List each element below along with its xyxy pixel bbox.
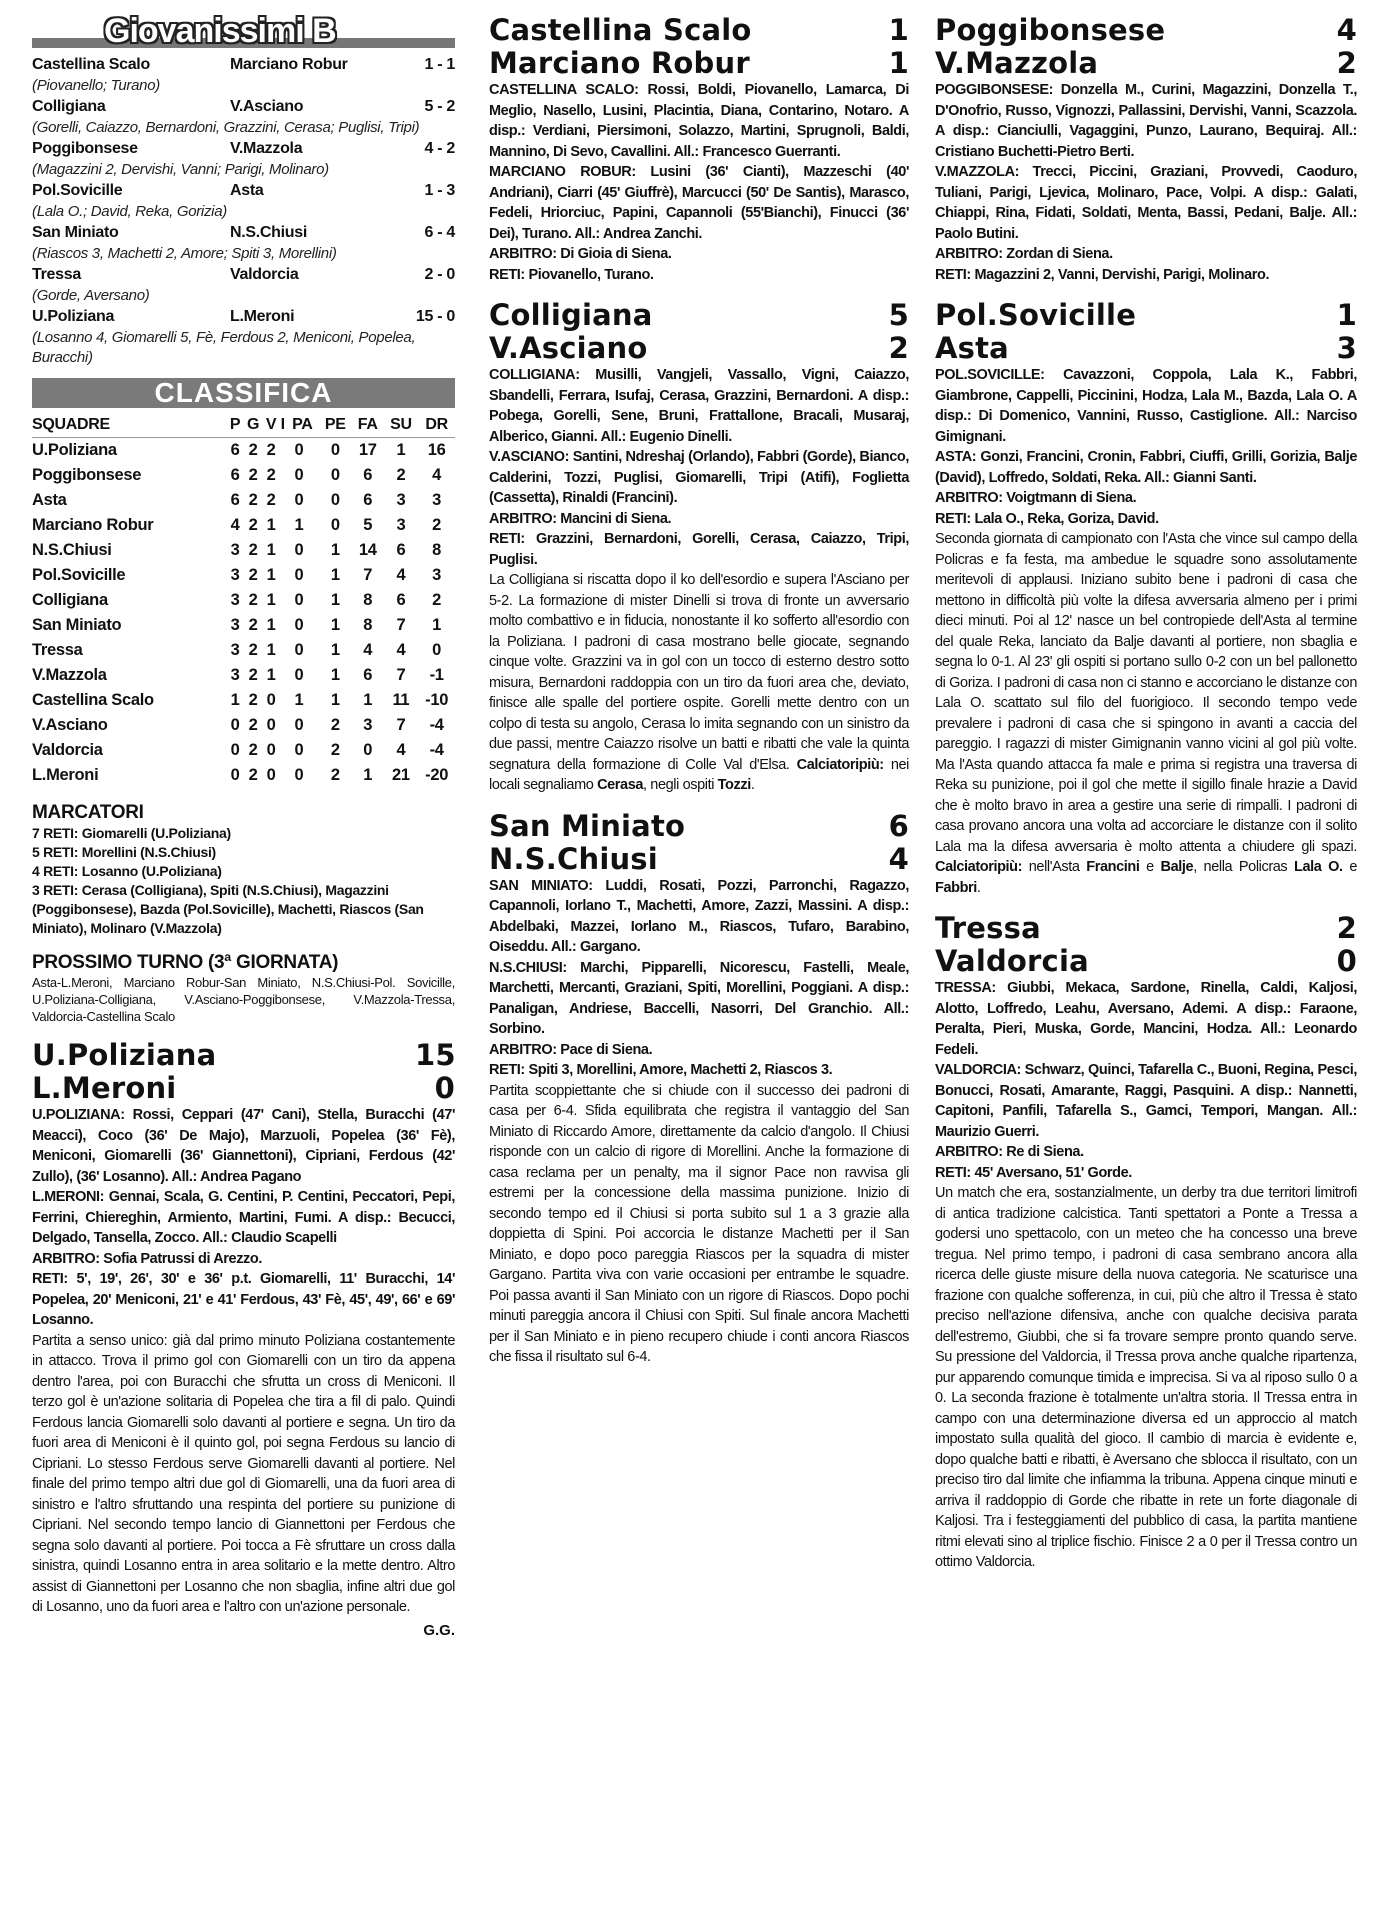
classifica-cell: 2 xyxy=(248,516,258,534)
result-scorers: (Piovanello; Turano) xyxy=(32,77,160,94)
classifica-cell: 2 xyxy=(266,491,276,509)
classifica-cell: 1 xyxy=(266,516,276,534)
classifica-cell: 21 xyxy=(392,766,410,784)
classifica-row xyxy=(32,563,455,588)
classifica-table xyxy=(32,412,455,788)
section-title-text: Giovanissimi B xyxy=(104,12,336,50)
classifica-cell: Valdorcia xyxy=(32,741,103,759)
classifica-cell: -10 xyxy=(425,691,449,709)
result-home: U.Poliziana xyxy=(32,308,115,325)
info-line: ARBITRO: Voigtmann di Siena. xyxy=(935,490,1137,506)
classifica-cell: 2 xyxy=(248,441,258,459)
result-score: 15 - 0 xyxy=(415,308,455,325)
classifica-row xyxy=(32,588,455,613)
info-line: ARBITRO: Zordan di Siena. xyxy=(935,246,1113,262)
match-away: N.S.Chiusi 4 xyxy=(489,841,909,876)
result-away: V.Mazzola xyxy=(230,140,303,157)
classifica-cell: 2 xyxy=(248,466,258,484)
result-away: Valdorcia xyxy=(230,266,299,283)
result-row xyxy=(32,138,455,160)
classifica-cell: 1 xyxy=(432,616,442,634)
classifica-cell: 1 xyxy=(330,616,340,634)
classifica-cell: 0 xyxy=(294,466,304,484)
match-story: La Colligiana si riscatta dopo il ko dell'esordio e supera l'Asciano per 5-2. La formazione di mister Dinelli si trova di fronte un avversario molto combattivo e in fiducia, nonostante il ko sofferto all'esordio con la Poliziana. I padroni di casa mostrano belle giocate, segnando cinque volte. Grazzini va in gol con un tocco di esterno destro sotto misura, Bernardoni raddoppia con un tiro da fuori area che, deviato, finisce alle spalle del portiere ospite. Gorelli mette dentro con un colpo di testa su angolo, Cerasa lo imita segnando con un sinistro da due passi, mentre Caiazzo risolve un batti e ribatti che vale la quinta segnatura della formazione di Colle Val d'Elsa. Calciatoripiù: nei locali segnaliamo Cerasa, negli ospiti Tozzi. xyxy=(489,572,909,793)
result-scorers: (Riascos 3, Machetti 2, Amore; Spiti 3, Morellini) xyxy=(32,245,337,262)
classifica-cell: 3 xyxy=(363,716,373,734)
classifica-cell: 8 xyxy=(432,541,442,559)
classifica-cell: 4 xyxy=(396,741,406,759)
classifica-cell: 1 xyxy=(266,591,276,609)
classifica-cell: 1 xyxy=(294,516,304,534)
match-story: Seconda giornata di campionato con l'Asta che vince sul campo della Policras e fa festa, ma ambedue le squadre sono assolutamente meritevoli di applausi. Iniziano subito bene i padroni di casa che mettono in difficoltà più volte la difesa avversaria almeno per i primi dieci minuti. Poi al 12' nasce un bel contropiede dell'Asta al termine del quale Reka, lanciato da Balje davanti al portiere, non sbaglia e segna lo 0-1. Al 23' gli ospiti si portano sullo 0-2 con un bel pallonetto di Goriza. I padroni di casa non ci stanno e accorciano le distanze con Lala O. scattato sul filo del fuorigioco. Il secondo tempo vede prevalere i padroni di casa che si spingono in avanti a caccia del pareggio. I ragazzi di mister Gimignanin vanno vicini al gol più volte. Ma l'Asta quando attacca fa male e prima si registra una traversa di Reka su punizione, poi il gol che mette il sigillo finale hrazie a David che è molto bravo in area a gestire una serie di rimpalli. I padroni di casa provano ancora una volta ad accorciare le distanze con il solito Lala ma la difesa avversaria è molto attenta a chiudere gli spazi. Calciatoripiù: nell'Asta Francini e Balje, nella Policras Lala O. e Fabbri. xyxy=(935,531,1358,896)
classifica-cell: 6 xyxy=(230,466,240,484)
result-row xyxy=(32,96,455,118)
classifica-cell: 4 xyxy=(396,566,406,584)
classifica-title: CLASSIFICA xyxy=(32,378,455,408)
match-home: Pol.Sovicille 1 xyxy=(935,298,1357,332)
info-line: N.S.CHIUSI: Marchi, Pipparelli, Nicorescu, Fastelli, Meale, Marchetti, Mercanti, Graziani, Spiti, Morellini, Poggiani. A disp.: Panaligan, Andriese, Baccelli, Nasorri, Del Granchio. All.: Sorbino. xyxy=(489,959,909,1037)
marcatori-line: 4 RETI: Losanno (U.Poliziana) xyxy=(32,863,222,879)
match-colligiana xyxy=(489,299,909,796)
classifica-cell: San Miniato xyxy=(32,616,122,634)
classifica-cell: 2 xyxy=(396,466,406,484)
info-line: RETI: Grazzini, Bernardoni, Gorelli, Cerasa, Caiazzo, Tripi, Puglisi. xyxy=(489,531,909,568)
classifica-cell: 1 xyxy=(294,691,304,709)
result-score: 2 - 0 xyxy=(424,266,455,283)
classifica-cell: 1 xyxy=(230,691,240,709)
classifica-cell: 3 xyxy=(230,541,240,559)
result-scorers: (Losanno 4, Giomarelli 5, Fè, Ferdous 2, Meniconi, Popelea, Buracchi) xyxy=(32,329,416,366)
author-signature: G.G. xyxy=(423,1621,455,1639)
classifica-header-cell: G xyxy=(246,415,260,433)
classifica-cell: 0 xyxy=(230,766,240,784)
classifica-cell: 0 xyxy=(294,591,304,609)
column-right xyxy=(935,14,1357,1587)
classifica-cell: 7 xyxy=(396,666,406,684)
match-info xyxy=(32,1105,455,1331)
info-line: POGGIBONSESE: Donzella M., Curini, Magazzini, Donzella T., D'Onofrio, Russo, Vignozzi, Pallassini, Dervishi, Vanni, Scazzola. A disp.: Cianciulli, Vagaggini, Punzo, Laurano, Bequiraj. All.: Cristiano Buchetti-Pietro Berti. xyxy=(935,82,1357,160)
result-row xyxy=(32,264,455,286)
classifica-cell: 0 xyxy=(330,466,340,484)
result-score: 5 - 2 xyxy=(424,98,455,115)
classifica-cell: 17 xyxy=(358,441,377,459)
classifica-cell: 5 xyxy=(363,516,373,534)
classifica-row xyxy=(32,663,455,688)
result-away: Asta xyxy=(230,182,264,199)
classifica-cell: 0 xyxy=(294,616,304,634)
match-info xyxy=(935,365,1357,529)
result-home: San Miniato xyxy=(32,224,119,241)
classifica-cell: 0 xyxy=(294,766,304,784)
classifica-cell: Poggibonsese xyxy=(32,466,142,484)
column-left xyxy=(32,14,455,1653)
info-line: RETI: Lala O., Reka, Goriza, David. xyxy=(935,510,1159,527)
match-home: U.Poliziana 15 xyxy=(32,1038,456,1072)
classifica-header-cell: PA xyxy=(292,415,313,433)
classifica-cell: 1 xyxy=(330,641,340,659)
classifica-cell: 0 xyxy=(330,491,340,509)
classifica-cell: 2 xyxy=(330,766,340,784)
classifica-cell: 2 xyxy=(248,591,258,609)
classifica-cell: 3 xyxy=(432,491,442,509)
match-info xyxy=(489,80,909,285)
classifica-cell: 14 xyxy=(358,541,377,559)
info-line: MARCIANO ROBUR: Lusini (36' Cianti), Mazzeschi (40' Andriani), Ciarri (45' Giuffrè), Marcucci (50' De Santis), Marasco, Fedeli, Hriorciuc, Papini, Capannoli (55'Bianchi), Finucci (36' Dei), Turano. All.: Andrea Zanchi. xyxy=(489,164,909,242)
classifica-body xyxy=(32,438,455,789)
info-line: POL.SOVICILLE: Cavazzoni, Coppola, Lala K., Fabbri, Giambrone, Cappelli, Piccinini, Hodza, Lala M., Bazda, Lala O. A disp.: Di Domenico, Vannini, Russo, Castiglione. All.: Narciso Gimignani. xyxy=(935,367,1357,445)
info-line: ASTA: Gonzi, Francini, Cronin, Fabbri, Ciuffi, Grilli, Gorizia, Balje (David), Loffredo, Soldati, Reka. All.: Gianni Santi. xyxy=(935,449,1357,486)
result-away: V.Asciano xyxy=(230,98,304,115)
classifica-header-cell: I xyxy=(280,415,285,433)
classifica-cell: 6 xyxy=(363,491,373,509)
classifica-cell: 0 xyxy=(294,641,304,659)
classifica-cell: 1 xyxy=(266,616,276,634)
result-row xyxy=(32,222,455,244)
classifica-cell: -4 xyxy=(429,741,444,759)
info-line: CASTELLINA SCALO: Rossi, Boldi, Piovanello, Lamarca, Di Meglio, Nasello, Lusini, Placintia, Diana, Contarino, Notaro. A disp.: Verdiani, Piersimoni, Solazzo, Martini, Sprugnoli, Baldi, Mannino, Di Sevo, Cavallini. All.: Francesco Guerranti. xyxy=(489,82,909,160)
classifica-cell: 3 xyxy=(230,566,240,584)
classifica-cell: 0 xyxy=(294,716,304,734)
classifica-cell: Asta xyxy=(32,491,67,509)
classifica-cell: 11 xyxy=(392,691,410,709)
classifica-cell: 4 xyxy=(230,516,240,534)
classifica-cell: 7 xyxy=(363,566,373,584)
classifica-cell: 0 xyxy=(432,641,442,659)
match-away: L.Meroni 0 xyxy=(32,1071,455,1105)
classifica-header-cell: FA xyxy=(357,415,378,433)
classifica-cell: 2 xyxy=(266,441,276,459)
match-sanminiato xyxy=(489,810,909,1368)
marcatori-line: 5 RETI: Morellini (N.S.Chiusi) xyxy=(32,844,216,860)
result-scorers: (Gorelli, Caiazzo, Bernardoni, Grazzini, Cerasa; Puglisi, Tripi) xyxy=(32,119,420,136)
classifica-cell: 6 xyxy=(396,591,406,609)
classifica-cell: 1 xyxy=(266,541,276,559)
info-line: ARBITRO: Pace di Siena. xyxy=(489,1041,653,1058)
match-info xyxy=(935,80,1357,285)
result-away: L.Meroni xyxy=(230,308,295,325)
classifica-header-cell: DR xyxy=(425,415,448,433)
column-middle xyxy=(489,14,909,1382)
classifica-cell: -20 xyxy=(425,766,449,784)
marcatori-list xyxy=(32,824,455,938)
result-away: N.S.Chiusi xyxy=(230,224,308,241)
match-info xyxy=(489,365,909,570)
result-home: Tressa xyxy=(32,266,81,283)
classifica-cell: 6 xyxy=(363,466,373,484)
classifica-cell: 4 xyxy=(432,466,442,484)
info-line: ARBITRO: Re di Siena. xyxy=(935,1144,1084,1160)
classifica-cell: 0 xyxy=(230,741,240,759)
info-line: VALDORCIA: Schwarz, Quinci, Tafarella C., Buoni, Regina, Pesci, Bonucci, Rosati, Amarante, Raggi, Pasquini. A disp.: Nannetti, Capitoni, Panfili, Tafarella S., Gamci, Tempori, Mangan. All.: Maurizio Guerri. xyxy=(935,1062,1357,1140)
info-line: RETI: 5', 19', 26', 30' e 36' p.t. Giomarelli, 11' Buracchi, 14' Popelea, 20' Meniconi, 21' e 41' Ferdous, 43' Fè, 45', 49', 66' e 69' Losanno. xyxy=(32,1271,455,1328)
match-castellina xyxy=(489,14,909,285)
classifica-row xyxy=(32,688,455,713)
classifica-cell: 3 xyxy=(432,566,442,584)
classifica-cell: 3 xyxy=(396,516,406,534)
result-home: Pol.Sovicille xyxy=(32,182,123,199)
classifica-cell: 8 xyxy=(363,616,373,634)
prossimo-turno-text: Asta-L.Meroni, Marciano Robur-San Miniato, N.S.Chiusi-Pol. Sovicille, U.Poliziana-Colligiana, V.Asciano-Poggibonsese, V.Mazzola-Tressa, Valdorcia-Castellina Scalo xyxy=(32,975,455,1024)
prossimo-turno-title: PROSSIMO TURNO (3ª GIORNATA) xyxy=(32,952,339,973)
classifica-row xyxy=(32,513,455,538)
info-line: V.MAZZOLA: Trecci, Piccini, Graziani, Provvedi, Caoduro, Tuliani, Parigi, Ljevica, Molinaro, Pace, Volpi. A disp.: Galati, Chiappi, Rina, Fidati, Soldati, Menta, Bassi, Pedani, Balje. All.: Paolo Butini. xyxy=(935,164,1357,242)
classifica-cell: 4 xyxy=(363,641,373,659)
classifica-cell: 1 xyxy=(396,441,406,459)
classifica-cell: V.Asciano xyxy=(32,716,108,734)
classifica-row xyxy=(32,738,455,763)
classifica-cell: 1 xyxy=(330,666,340,684)
info-line: ARBITRO: Sofia Patrussi di Arezzo. xyxy=(32,1250,262,1267)
classifica-cell: 0 xyxy=(294,541,304,559)
classifica-row xyxy=(32,438,455,464)
classifica-cell: 0 xyxy=(266,766,276,784)
classifica-row xyxy=(32,763,455,788)
classifica-cell: 1 xyxy=(330,591,340,609)
info-line: ARBITRO: Mancini di Siena. xyxy=(489,510,672,527)
result-score: 6 - 4 xyxy=(424,224,455,241)
result-score: 1 - 1 xyxy=(424,56,455,73)
classifica-cell: 2 xyxy=(248,641,258,659)
match-home: San Miniato 6 xyxy=(489,808,909,843)
classifica-cell: 2 xyxy=(266,466,276,484)
result-scorers: (Magazzini 2, Dervishi, Vanni; Parigi, Molinaro) xyxy=(32,161,329,178)
result-home: Castellina Scalo xyxy=(32,56,150,73)
info-line: COLLIGIANA: Musilli, Vangjeli, Vassallo, Vigni, Caiazzo, Sbandelli, Ferrara, Isufaj, Cerasa, Grazzini, Bernardoni. A disp.: Pobega, Gorelli, Sene, Bruni, Frattallone, Bracali, Musaraj, Alberico, Gianni. All.: Eugenio Dinelli. xyxy=(489,367,909,445)
classifica-cell: U.Poliziana xyxy=(32,441,117,459)
classifica-cell: 1 xyxy=(330,566,340,584)
classifica-cell: 4 xyxy=(396,641,406,659)
classifica-cell: 0 xyxy=(266,691,276,709)
result-scorers: (Lala O.; David, Reka, Gorizia) xyxy=(32,203,227,220)
match-away: Asta 3 xyxy=(935,331,1357,365)
classifica-cell: 6 xyxy=(230,441,240,459)
classifica-cell: -4 xyxy=(429,716,444,734)
classifica-cell: 0 xyxy=(330,441,340,459)
result-home: Colligiana xyxy=(32,98,106,115)
classifica-cell: 7 xyxy=(396,616,406,634)
info-line: RETI: Piovanello, Turano. xyxy=(489,266,654,283)
results-list xyxy=(32,54,455,368)
match-sovicille xyxy=(935,299,1357,898)
classifica-cell: 0 xyxy=(294,441,304,459)
classifica-cell: 3 xyxy=(230,616,240,634)
classifica-row xyxy=(32,463,455,488)
classifica-cell: 0 xyxy=(294,666,304,684)
classifica-cell: 1 xyxy=(363,691,373,709)
classifica-cell: 1 xyxy=(266,666,276,684)
classifica-row xyxy=(32,613,455,638)
classifica-cell: 3 xyxy=(230,666,240,684)
info-line: ARBITRO: Di Gioia di Siena. xyxy=(489,246,672,262)
result-row xyxy=(32,54,455,76)
classifica-cell: 0 xyxy=(266,741,276,759)
marcatori-line: 7 RETI: Giomarelli (U.Poliziana) xyxy=(32,825,231,841)
match-story: Partita scoppiettante che si chiude con il successo dei padroni di casa per 6-4. Sfida equilibrata che registra il vantaggio del San Miniato di Riccardo Amore, direttamente da calcio d'angolo. Il Chiusi risponde con un calcio di rigore di Morellini. Anche la formazione di casa reclama per un penalty, ma il signor Pace non ravvisa gli estremi per la concessione della massima punizione. Inizio di secondo tempo ed il Chiusi si porta subito sul 1 a 3 grazie alla doppietta di Spini. Poi accorcia le distanze Machetti per il San Miniato, e dopo poco pareggia Riascos per la squadra di mister Gargano. Partita viva con varie occasioni per entrambe le squadre. Poi passa avanti il San Miniato con un rigore di Riascos. Dopo pochi minuti pareggia ancora il Chiusi con Spiti. Sul finale ancora Machetti per il San Miniato e in pieno recupero chiude i conti ancora Riascos che fissa il risultato sul 6-4. xyxy=(489,1082,909,1365)
classifica-cell: 7 xyxy=(396,716,406,734)
match-story: Un match che era, sostanzialmente, un derby tra due territori limitrofi di antica tradizione calcistica. Tanti spettatori a Ponte a Tressa a godersi uno spettacolo, con un meteo che ha concesso una breve tregua. Nel primo tempo, i padroni di casa sembrano ancora alla ricerca delle giuste misure della nuova categoria. Ne scaturisce una frazione con qualche sofferenza, in cui, più che altro il Tressa è stato preciso nell'azione difensiva, anche con qualche decisiva parata dell'estremo, Giubbi, che si fa trovare sempre pronto quando serve. Su pressione del Valdorcia, il Tressa prova anche qualche ripartenza, pur apparendo comunque timida e imprecisa. Si va al riposo sullo 0 a 0. La seconda frazione è totalmente un'altra storia. Il Tressa entra in campo con una determinazione diversa ed un approccio al match impostato sulla qualità del gioco. Il cambio di marcia è evidente e, dopo qualche batti e ribatti, è Aversano che sblocca il risultato, con un preciso tiro dal limite che infiamma la tribuna. Appena cinque minuti e arriva il raddoppio di Gorde che ribatte in rete un forte diagonale di Kaljosi. Tra i festeggiamenti del pubblico di casa, la partita mantiene ritmi elevati sino al triplice fischio. Finisce 2 a 0 per il Tressa contro un ottimo Valdorcia. xyxy=(935,1185,1357,1570)
match-home: Colligiana 5 xyxy=(489,298,909,332)
classifica-cell: L.Meroni xyxy=(32,766,99,784)
classifica-header-cell: SQUADRE xyxy=(32,415,110,433)
classifica-cell: 0 xyxy=(330,516,340,534)
classifica-cell: 2 xyxy=(248,716,258,734)
classifica-cell: 3 xyxy=(230,641,240,659)
info-line: TRESSA: Giubbi, Mekaca, Sardone, Rinella, Caldi, Kaljosi, Alotto, Loffredo, Leahu, Aversano, Ademi. A disp.: Faraone, Peralta, Pieri, Muska, Gorde, Mancini, Hodza. All.: Leonardo Fedeli. xyxy=(935,980,1357,1058)
result-away: Marciano Robur xyxy=(230,56,348,73)
classifica-cell: 0 xyxy=(294,566,304,584)
classifica-cell: 0 xyxy=(294,491,304,509)
classifica-cell: 2 xyxy=(248,691,258,709)
classifica-cell: 2 xyxy=(248,616,258,634)
classifica-cell: 2 xyxy=(248,741,258,759)
result-score: 4 - 2 xyxy=(424,140,455,157)
classifica-cell: Tressa xyxy=(32,641,83,659)
classifica-cell: 2 xyxy=(248,566,258,584)
classifica-header-cell: PE xyxy=(324,415,346,433)
classifica-header xyxy=(32,412,455,438)
info-line: SAN MINIATO: Luddi, Rosati, Pozzi, Parronchi, Ragazzo, Capannoli, Iorlano T., Machetti, Amore, Zazzi, Massini. A disp.: Abdelbaki, Mazzei, Iorlano M., Riascos, Tufaro, Barabino, Oiseddu. All.: Gargano. xyxy=(489,877,909,955)
match-poggibonsese xyxy=(935,14,1357,285)
classifica-cell: 3 xyxy=(230,591,240,609)
result-row xyxy=(32,306,455,328)
classifica-cell: 0 xyxy=(363,741,373,759)
classifica-row xyxy=(32,638,455,663)
match-away: Valdorcia 0 xyxy=(935,944,1357,978)
result-scorers: (Gorde, Aversano) xyxy=(32,287,150,304)
classifica-cell: 1 xyxy=(363,766,373,784)
classifica-row xyxy=(32,538,455,563)
match-tressa xyxy=(935,912,1357,1573)
classifica-cell: 3 xyxy=(396,491,406,509)
match-away: V.Asciano 2 xyxy=(489,331,909,365)
info-line: RETI: Spiti 3, Morellini, Amore, Machetti 2, Riascos 3. xyxy=(489,1062,833,1078)
classifica-header-cell: P xyxy=(229,415,241,433)
info-line: L.MERONI: Gennai, Scala, G. Centini, P. Centini, Peccatori, Pepi, Ferrini, Chiereghin, Armiento, Martini, Fumi. A disp.: Becucci, Delgado, Tansella, Zocco. All.: Claudio Scapelli xyxy=(32,1189,455,1246)
classifica-cell: Pol.Sovicille xyxy=(32,566,126,584)
match-away: Marciano Robur 1 xyxy=(489,46,909,80)
classifica-cell: 1 xyxy=(266,566,276,584)
result-row xyxy=(32,180,455,202)
classifica-cell: 1 xyxy=(266,641,276,659)
match-story: Partita a senso unico: già dal primo minuto Poliziana costantemente in attacco. Trova il primo gol con Giomarelli con un tiro da appena dentro l'area, poi con Buracchi che sfrutta un cross di Meniconi. Il terzo gol è un'azione solitaria di Popelea che tira a fil di palo. Quindi Ferdous lancia Giomarelli solo davanti al portiere e segna. Un tiro da fuori area di Meniconi è il quinto gol, poi segna Ferdous su lancio di Cipriani. Lo stesso Ferdous serve Giomarelli davanti al portiere. Nel finale del primo tempo altri due gol di Giomarelli, una da fuori area di sinistro e l'altro sfruttando una respinta del portiere su punizione di Cipriani. Nel secondo tempo lancio di Giannettoni per Ferdous che segna solo davanti al portiere. Poi tocca a Fè sfruttare un cross dalla sinistra, quindi Losanno entra in area solitario e la mette dentro. Altro assist di Giannettoni per Losanno che non sbaglia, infine altri due gol di Losanno, uno da fuori area e l'altro con un'azione personale. xyxy=(32,1332,455,1615)
info-line: U.POLIZIANA: Rossi, Ceppari (47' Cani), Stella, Buracchi (47' Meacci), Coco (36' De Majo), Marzuoli, Popelea (36' Fè), Meniconi, Giomarelli (36' Giannettoni), Cipriani, Ferdous (42' Zullo), (36' Losanno). All.: Andrea Pagano xyxy=(32,1107,455,1185)
classifica-cell: 2 xyxy=(432,591,442,609)
match-home: Castellina Scalo 1 xyxy=(489,13,909,47)
classifica-cell: 2 xyxy=(330,716,340,734)
result-score: 1 - 3 xyxy=(424,182,455,199)
match-info xyxy=(489,876,909,1081)
classifica-row xyxy=(32,713,455,738)
classifica-cell: Marciano Robur xyxy=(32,516,154,534)
section-title xyxy=(32,14,455,48)
info-line: RETI: 45' Aversano, 51' Gorde. xyxy=(935,1164,1132,1181)
marcatori-title: MARCATORI xyxy=(32,802,144,823)
classifica-header-cell: V xyxy=(265,415,277,433)
classifica-cell: 0 xyxy=(230,716,240,734)
match-home: Tressa 2 xyxy=(935,911,1357,945)
classifica-header-cell: SU xyxy=(390,415,412,433)
classifica-cell: V.Mazzola xyxy=(32,666,107,684)
classifica-cell: N.S.Chiusi xyxy=(32,541,112,559)
result-home: Poggibonsese xyxy=(32,140,138,157)
match-poliziana xyxy=(32,1039,455,1639)
info-line: V.ASCIANO: Santini, Ndreshaj (Orlando), Fabbri (Gorde), Bianco, Calderini, Tozzi, Puglisi, Giomarelli, Tripi (Atifi), Foglietta (Cassetta), Rinaldi (Francini). xyxy=(489,449,909,506)
match-away: V.Mazzola 2 xyxy=(935,46,1357,80)
marcatori-line: 3 RETI: Cerasa (Colligiana), Spiti (N.S.Chiusi), Magazzini (Poggibonsese), Bazda (Pol.Sovicille), Machetti, Riascos (San Miniato), Molinaro (V.Mazzola) xyxy=(32,882,424,936)
info-line: RETI: Magazzini 2, Vanni, Dervishi, Parigi, Molinaro. xyxy=(935,266,1270,283)
classifica-cell: 6 xyxy=(363,666,373,684)
classifica-cell: Colligiana xyxy=(32,591,108,609)
classifica-cell: 6 xyxy=(396,541,406,559)
classifica-cell: 8 xyxy=(363,591,373,609)
classifica-cell: 2 xyxy=(330,741,340,759)
classifica-cell: 2 xyxy=(248,541,258,559)
classifica-cell: 0 xyxy=(294,741,304,759)
classifica-cell: 1 xyxy=(330,691,340,709)
classifica-cell: 1 xyxy=(330,541,340,559)
classifica-cell: 6 xyxy=(230,491,240,509)
classifica-cell: 0 xyxy=(266,716,276,734)
match-home: Poggibonsese 4 xyxy=(935,13,1357,47)
classifica-cell: 2 xyxy=(248,666,258,684)
classifica-cell: 2 xyxy=(432,516,442,534)
classifica-cell: -1 xyxy=(429,666,444,684)
match-info xyxy=(935,978,1357,1183)
classifica-row xyxy=(32,488,455,513)
classifica-cell: 2 xyxy=(248,491,258,509)
classifica-cell: 2 xyxy=(248,766,258,784)
classifica-cell: Castellina Scalo xyxy=(32,691,154,709)
classifica-cell: 16 xyxy=(427,441,446,459)
